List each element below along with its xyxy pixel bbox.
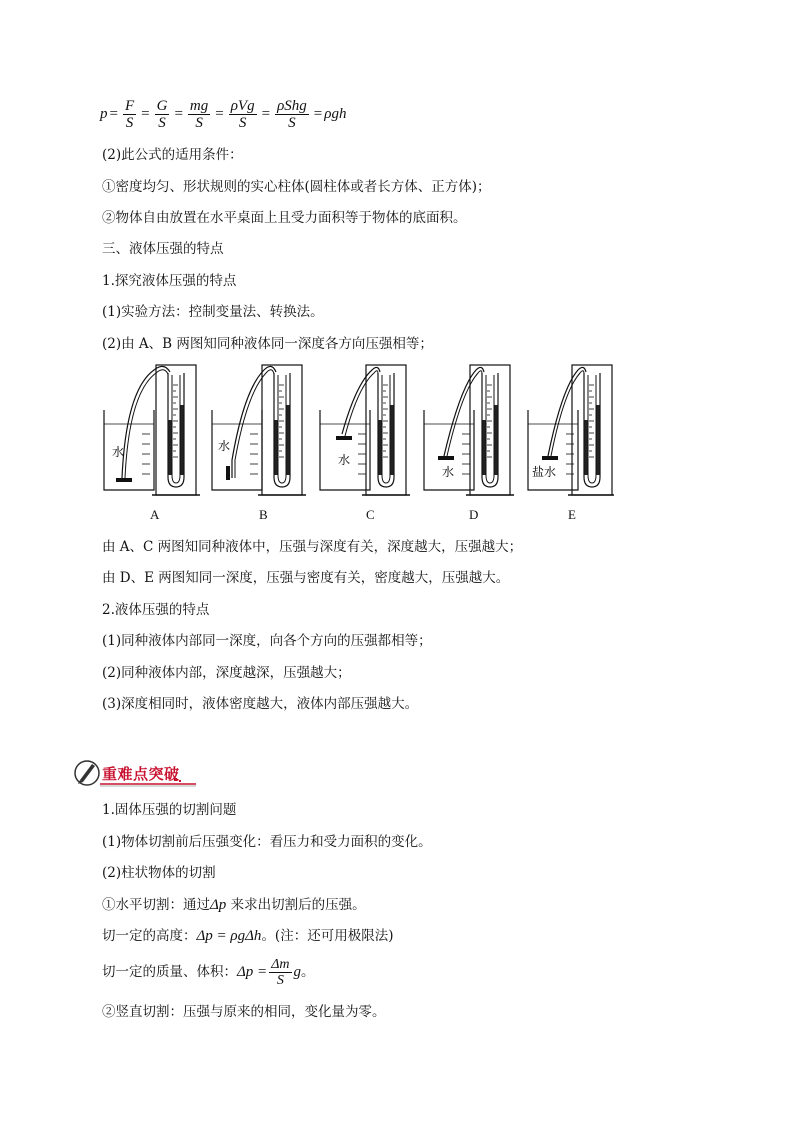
formula-frac-1: [123, 98, 136, 131]
formula-frac-5: [275, 98, 309, 131]
inline-fraction: [269, 957, 291, 988]
math-segment: Δp =: [237, 964, 268, 980]
frac-den: S: [195, 114, 203, 131]
formula-p: p: [100, 105, 108, 122]
figure-label-a: A: [150, 507, 160, 522]
frac-den: S: [158, 114, 166, 131]
formula-eq: =: [215, 105, 224, 122]
figure-label-b: B: [259, 507, 268, 522]
text-line: (3)深度相同时，液体密度越大，液体内部压强越大。: [102, 696, 419, 712]
section-title: 重难点突破: [102, 765, 180, 783]
text-line: [102, 956, 315, 988]
text-line: (2)此公式的适用条件：: [102, 147, 243, 163]
text-line: (2)柱状物体的切割: [102, 865, 216, 881]
frac-num: ρVg: [230, 97, 255, 114]
text-line: 由 D、E 两图知同一深度，压强与密度有关，密度越大，压强越大。: [102, 570, 510, 586]
math-segment: Δp = ρgΔh: [196, 928, 262, 944]
text-line: (1)实验方法：控制变量法、转换法。: [102, 304, 324, 320]
text-line: [102, 896, 366, 914]
text-line: (1)同种液体内部同一深度，向各个方向的压强都相等；: [102, 633, 432, 649]
text-segment: ①水平切割：通过: [102, 897, 210, 913]
frac-den: S: [238, 114, 247, 131]
text-line: ②竖直切割：压强与原来的相同，变化量为零。: [102, 1004, 386, 1020]
pen-icon: [75, 761, 99, 785]
text-segment: 。: [301, 964, 315, 980]
text-line: 1.固体压强的切割问题: [102, 802, 237, 818]
text-line: ①密度均匀、形状规则的实心柱体(圆柱体或者长方体、正方体)；: [102, 179, 491, 195]
figure-label-d: D: [469, 507, 479, 522]
liquid-label: 水: [218, 439, 231, 453]
frac-num: ρShg: [277, 97, 307, 114]
formula-result: ρgh: [324, 105, 347, 122]
formula-frac-3: [188, 98, 210, 131]
formula-eq: =: [313, 105, 323, 122]
figure-label-e: E: [568, 507, 576, 522]
apparatus-a: [104, 365, 200, 495]
figure-label-c: C: [366, 507, 375, 522]
formula-eq: =: [261, 105, 271, 122]
text-segment: 切一定的高度：: [102, 928, 197, 944]
apparatus-c: [320, 365, 410, 495]
formula-frac-2: [155, 98, 170, 131]
text-segment: 。(注：还可用极限法): [261, 928, 394, 944]
formula-eq: =: [141, 105, 150, 122]
text-line: [102, 927, 393, 945]
text-line: 由 A、C 两图知同种液体中，压强与深度有关，深度越大，压强越大；: [102, 539, 523, 555]
text-segment: 切一定的质量、体积：: [102, 964, 237, 980]
text-line: (1)物体切割前后压强变化：看压力和受力面积的变化。: [102, 834, 432, 850]
text-segment: 来求出切割后的压强。: [226, 897, 366, 913]
frac-num: F: [124, 97, 135, 114]
section-heading: 三、液体压强的特点: [102, 241, 224, 257]
frac-den: S: [288, 114, 296, 131]
pressure-gauge-figure: [94, 360, 614, 500]
liquid-label: 盐水: [532, 465, 557, 479]
formula-eq: =: [174, 105, 183, 122]
liquid-label: 水: [338, 453, 351, 467]
frac-num: G: [156, 97, 168, 114]
liquid-label: 水: [442, 465, 455, 479]
frac-den: S: [276, 972, 284, 988]
text-line: 1.探究液体压强的特点: [102, 273, 237, 289]
frac-num: Δm: [271, 956, 290, 972]
pressure-formula: [100, 92, 346, 136]
text-line: (2)由 A、B 两图知同种液体同一深度各方向压强相等；: [102, 336, 433, 352]
apparatus-b: [212, 365, 306, 495]
formula-frac-4: [229, 98, 257, 131]
formula-eq: =: [109, 105, 118, 122]
apparatus-e: [528, 365, 614, 495]
text-line: 2.液体压强的特点: [102, 602, 210, 618]
apparatus-d: [424, 365, 514, 495]
frac-den: S: [125, 114, 134, 131]
text-line: (2)同种液体内部，深度越深，压强越大；: [102, 665, 351, 681]
math-segment: Δp: [210, 897, 227, 913]
frac-num: mg: [189, 97, 209, 114]
liquid-label: 水: [112, 445, 125, 459]
math-segment: g: [293, 964, 302, 980]
text-line: ②物体自由放置在水平桌面上且受力面积等于物体的底面积。: [102, 210, 467, 226]
